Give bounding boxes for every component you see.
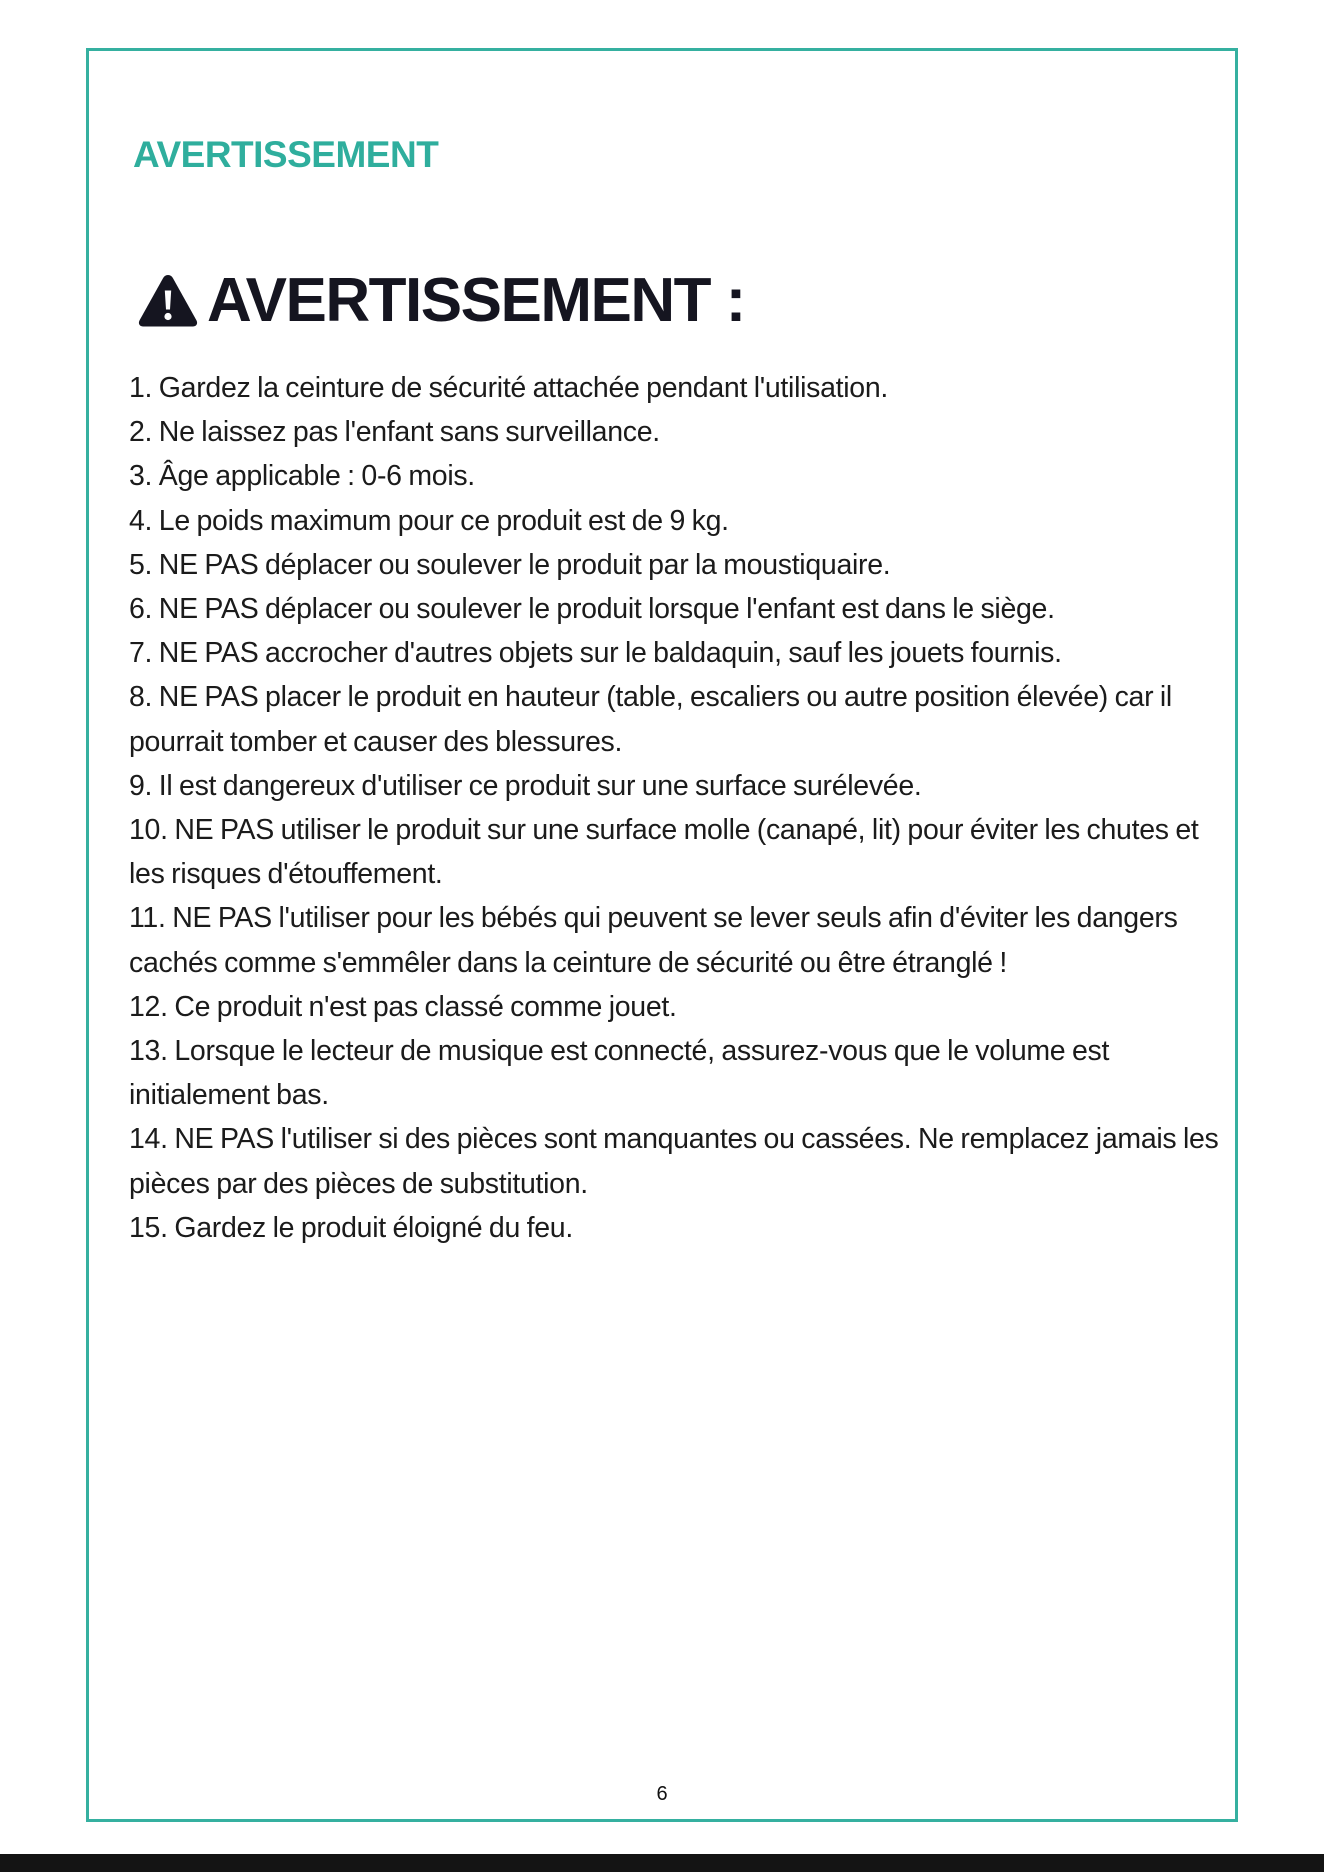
- warning-item: 5. NE PAS déplacer ou soulever le produit par la moustiquaire.: [129, 548, 891, 581]
- warning-item: 14. NE PAS l'utiliser si des pièces sont manquantes ou cassées. Ne remplacez jamais les pièces par des pièces de substitution.: [129, 1123, 1219, 1200]
- warning-item: 7. NE PAS accrocher d'autres objets sur le baldaquin, sauf les jouets fournis.: [129, 637, 1062, 670]
- bottom-edge-bar: [0, 1854, 1324, 1872]
- warning-item: 3. Âge applicable : 0-6 mois.: [129, 460, 475, 493]
- warning-triangle-icon: [137, 272, 199, 328]
- warning-item: 9. Il est dangereux d'utiliser ce produit sur une surface surélevée.: [129, 769, 922, 802]
- warning-heading: [137, 262, 745, 338]
- section-title: AVERTISSEMENT: [133, 134, 439, 175]
- warning-item: 8. NE PAS placer le produit en hauteur (table, escaliers ou autre position élevée) car il pourrait tomber et causer des blessures.: [129, 681, 1172, 758]
- page-number: 6: [656, 1783, 668, 1805]
- warning-item: 2. Ne laissez pas l'enfant sans surveillance.: [129, 416, 660, 449]
- warning-item: 15. Gardez le produit éloigné du feu.: [129, 1211, 573, 1244]
- warning-item: 4. Le poids maximum pour ce produit est de 9 kg.: [129, 504, 729, 537]
- warning-item: 6. NE PAS déplacer ou soulever le produit lorsque l'enfant est dans le siège.: [129, 593, 1055, 626]
- warning-item: 1. Gardez la ceinture de sécurité attachée pendant l'utilisation.: [129, 372, 889, 404]
- warning-heading-text: AVERTISSEMENT :: [207, 265, 745, 335]
- warning-item: 12. Ce produit n'est pas classé comme jouet.: [129, 990, 677, 1023]
- warning-list: [129, 366, 1239, 1250]
- warning-item: 10. NE PAS utiliser le produit sur une surface molle (canapé, lit) pour éviter les chutes et les risques d'étouffement.: [129, 814, 1199, 891]
- warning-item: 11. NE PAS l'utiliser pour les bébés qui peuvent se lever seuls afin d'éviter les dangers cachés comme s'emmêler dans la ceinture de sécurité ou être étranglé !: [129, 902, 1178, 979]
- warning-item: 13. Lorsque le lecteur de musique est connecté, assurez-vous que le volume est initialement bas.: [129, 1035, 1110, 1112]
